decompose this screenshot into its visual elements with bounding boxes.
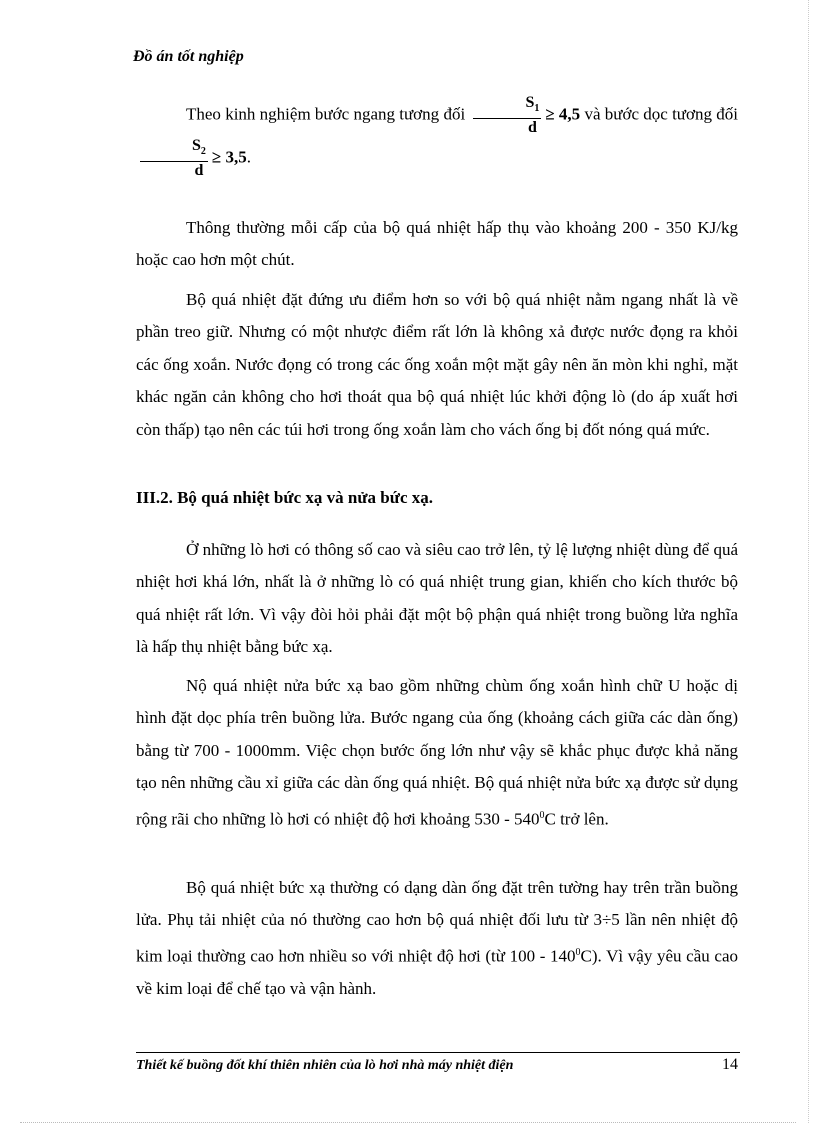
paragraph-high-parameter-boilers	[136, 534, 738, 664]
paragraph-vertical-superheater	[136, 284, 738, 446]
p3-text: Bộ quá nhiệt đặt đứng ưu điểm hơn so với bộ quá nhiệt nằm ngang nhất là về phần treo giữ. Nhưng có một nhược điểm rất lớn là không xả được nước đọng ra khỏi các ống xoắn. Nước đọng có trong các ống xoắn một mặt gây nên ăn mòn khi nghỉ, mặt khác ngăn cản không cho hơi thoát qua bộ quá nhiệt lúc khởi động lò (do áp xuất hơi còn thấp) tạo nên các túi hơi trong ống xoắn làm cho vách ống bị đốt nóng quá mức.	[136, 290, 738, 439]
frac1-den: d	[527, 119, 537, 137]
footer-title: Thiết kế buồng đốt khí thiên nhiên của lò hơi nhà máy nhiệt điện	[136, 1058, 514, 1073]
p1-text-a: Theo kinh nghiệm bước ngang tương đối	[186, 104, 466, 124]
fraction-s1-over-d	[473, 94, 541, 137]
frac2-sub: 2	[200, 146, 206, 158]
p5-text-a: Nộ quá nhiệt nửa bức xạ bao gồm những chùm ống xoắn hình chữ U hoặc dị hình đặt dọc phía trên buồng lửa. Bước ngang của ống (khoảng cách giữa các dàn ống) bằng từ 700 - 1000mm. Việc chọn bước ống lớn như vậy sẽ khắc phục được khả năng tạo nên những cầu xỉ giữa các dàn ống quá nhiệt. Bộ quá nhiệt nửa bức xạ được sử dụng rộng rãi cho những lò hơi có nhiệt độ hơi khoảng 530 - 540	[136, 676, 738, 829]
frac1-num: S	[525, 94, 535, 111]
paragraph-semi-radiant	[136, 670, 738, 836]
p1-text-b: và bước dọc tương đối	[584, 104, 738, 124]
frac2-num: S	[192, 137, 201, 155]
p4-text: Ở những lò hơi có thông số cao và siêu cao trở lên, tỷ lệ lượng nhiệt dùng để quá nhiệt hơi khá lớn, nhất là ở những lò có quá nhiệt trung gian, khiến cho kích thước bộ quá nhiệt rất lớn. Vì vậy đòi hỏi phải đặt một bộ phận quá nhiệt trong buồng lửa nghĩa là hấp thụ nhiệt bằng bức xạ.	[136, 540, 738, 657]
ineq2: ≥ 3,5	[211, 147, 247, 167]
p6-text-b: C). Vì vậy yêu cầu cao về kim loại để chế tạo và vận hành.	[136, 946, 738, 998]
paragraph-radiant	[136, 872, 738, 1005]
page-right-border	[808, 0, 809, 1123]
ineq1: ≥ 4,5	[545, 104, 581, 124]
paragraph-heat-absorption	[136, 212, 738, 277]
p6-sup: 0	[575, 946, 581, 958]
paragraph-step-ratio	[136, 94, 738, 180]
p5-text-b: C trở lên.	[544, 809, 609, 829]
section-heading: III.2. Bộ quá nhiệt bức xạ và nửa bức xạ.	[136, 488, 433, 507]
p2-text: Thông thường mỗi cấp của bộ quá nhiệt hấp thụ vào khoảng 200 - 350 KJ/kg hoặc cao hơn một chút.	[136, 218, 738, 270]
frac2-den: d	[194, 162, 204, 180]
footer-divider	[136, 1052, 740, 1053]
fraction-s2-over-d	[140, 137, 208, 180]
frac1-sub: 1	[534, 103, 540, 115]
p1-end: .	[246, 147, 251, 167]
page-header: Đồ án tốt nghiệp	[133, 48, 244, 65]
p5-sup: 0	[539, 809, 545, 821]
p6-text-a: Bộ quá nhiệt bức xạ thường có dạng dàn ống đặt trên tường hay trên trần buồng lửa. Phụ tải nhiệt của nó thường cao hơn bộ quá nhiệt đối lưu từ 3÷5 lần nên nhiệt độ kim loại thường cao hơn nhiều so với nhiệt độ hơi (từ 100 - 140	[136, 878, 738, 966]
page-number: 14	[722, 1056, 738, 1073]
